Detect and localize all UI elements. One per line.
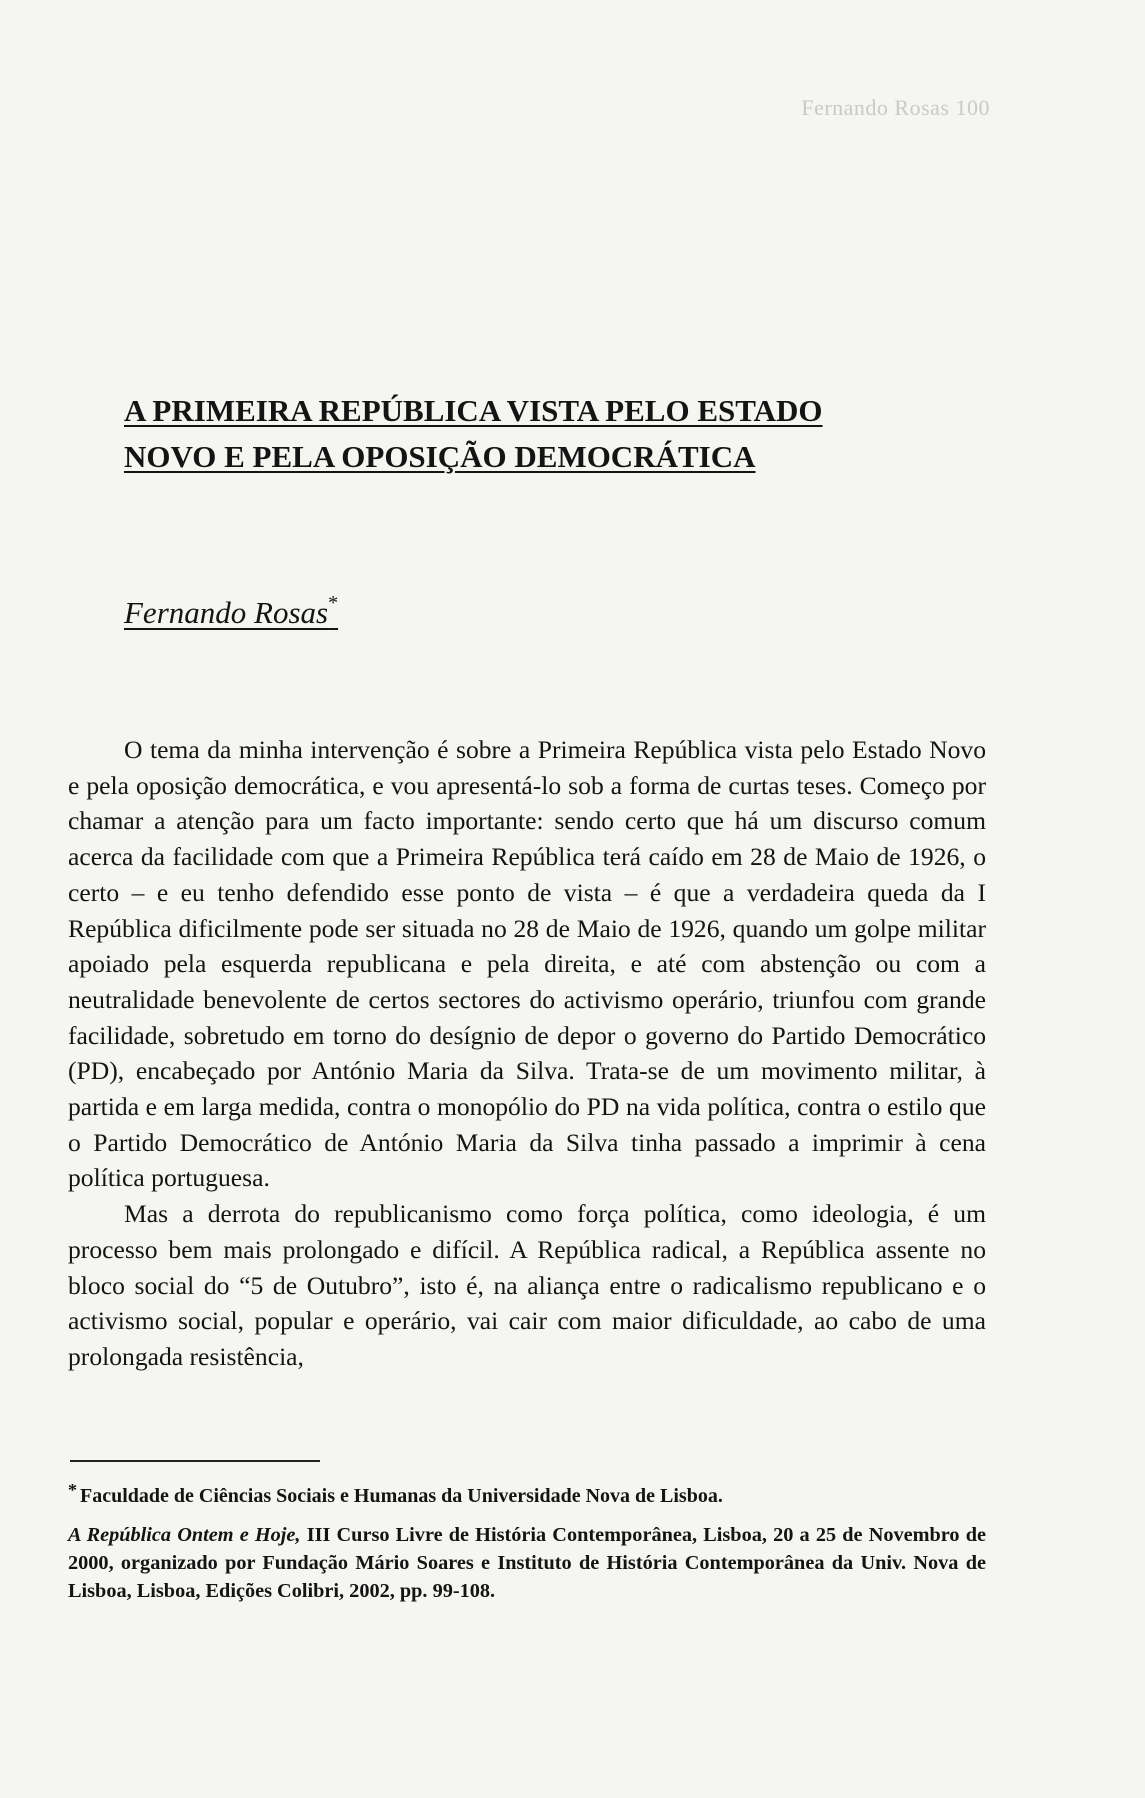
footnote	[68, 1475, 986, 1511]
footnote-text: Faculdade de Ciências Sociais e Humanas da Universidade Nova de Lisboa.	[80, 1485, 723, 1507]
author-byline	[124, 592, 338, 631]
citation-book-title: A República Ontem e Hoje,	[68, 1524, 301, 1546]
body-paragraph-2: Mas a derrota do republicanismo como força política, como ideologia, é um processo bem mais prolongado e difícil. A República radical, a República assente no bloco social do “5 de Outubro”, isto é, na aliança entre o radicalismo republicano e o activismo social, popular e operário, vai cair com maior dificuldade, ao cabo de uma prolongada resistência,	[68, 1199, 986, 1371]
article-title	[124, 388, 984, 480]
citation-details: III Curso Livre de História Contemporânea, Lisboa, 20 a 25 de Novembro de 2000, organizado por Fundação Mário Soares e Instituto de História Contemporânea da Univ. Nova de Lisboa, Lisboa, Edições Colibri, 2002, pp. 99-108.	[68, 1524, 987, 1602]
footnote-divider	[70, 1460, 320, 1462]
source-citation	[68, 1521, 986, 1605]
running-header: Fernando Rosas 100	[801, 95, 990, 120]
article-body	[68, 732, 986, 1375]
body-paragraph-1: O tema da minha intervenção é sobre a Primeira República vista pelo Estado Novo e pela oposição democrática, e vou apresentá-lo sob a forma de curtas teses. Começo por chamar a atenção para um facto importante: sendo certo que há um discurso comum acerca da facilidade com que a Primeira República terá caído em 28 de Maio de 1926, o certo – e eu tenho defendido esse ponto de vista – é que a verdadeira queda da I República dificilmente pode ser situada no 28 de Maio de 1926, quando um golpe militar apoiado pela esquerda republicana e pela direita, e até com abstenção ou com a neutralidade benevolente de certos sectores do activismo operário, triunfou com grande facilidade, sobretudo em torno do desígnio de depor o governo do Partido Democrático (PD), encabeçado por António Maria da Silva. Trata-se de um movimento militar, à partida e em larga medida, contra o monopólio do PD na vida política, contra o estilo que o Partido Democrático de António Maria da Silva tinha passado a imprimir à cena política portuguesa.	[68, 735, 986, 1193]
footnote-marker: *	[68, 1480, 77, 1500]
title-line-2: NOVO E PELA OPOSIÇÃO DEMOCRÁTICA	[124, 439, 756, 474]
author-name: Fernando Rosas	[124, 595, 329, 630]
author-footnote-marker: *	[328, 592, 339, 614]
title-line-1: A PRIMEIRA REPÚBLICA VISTA PELO ESTADO	[124, 393, 823, 428]
